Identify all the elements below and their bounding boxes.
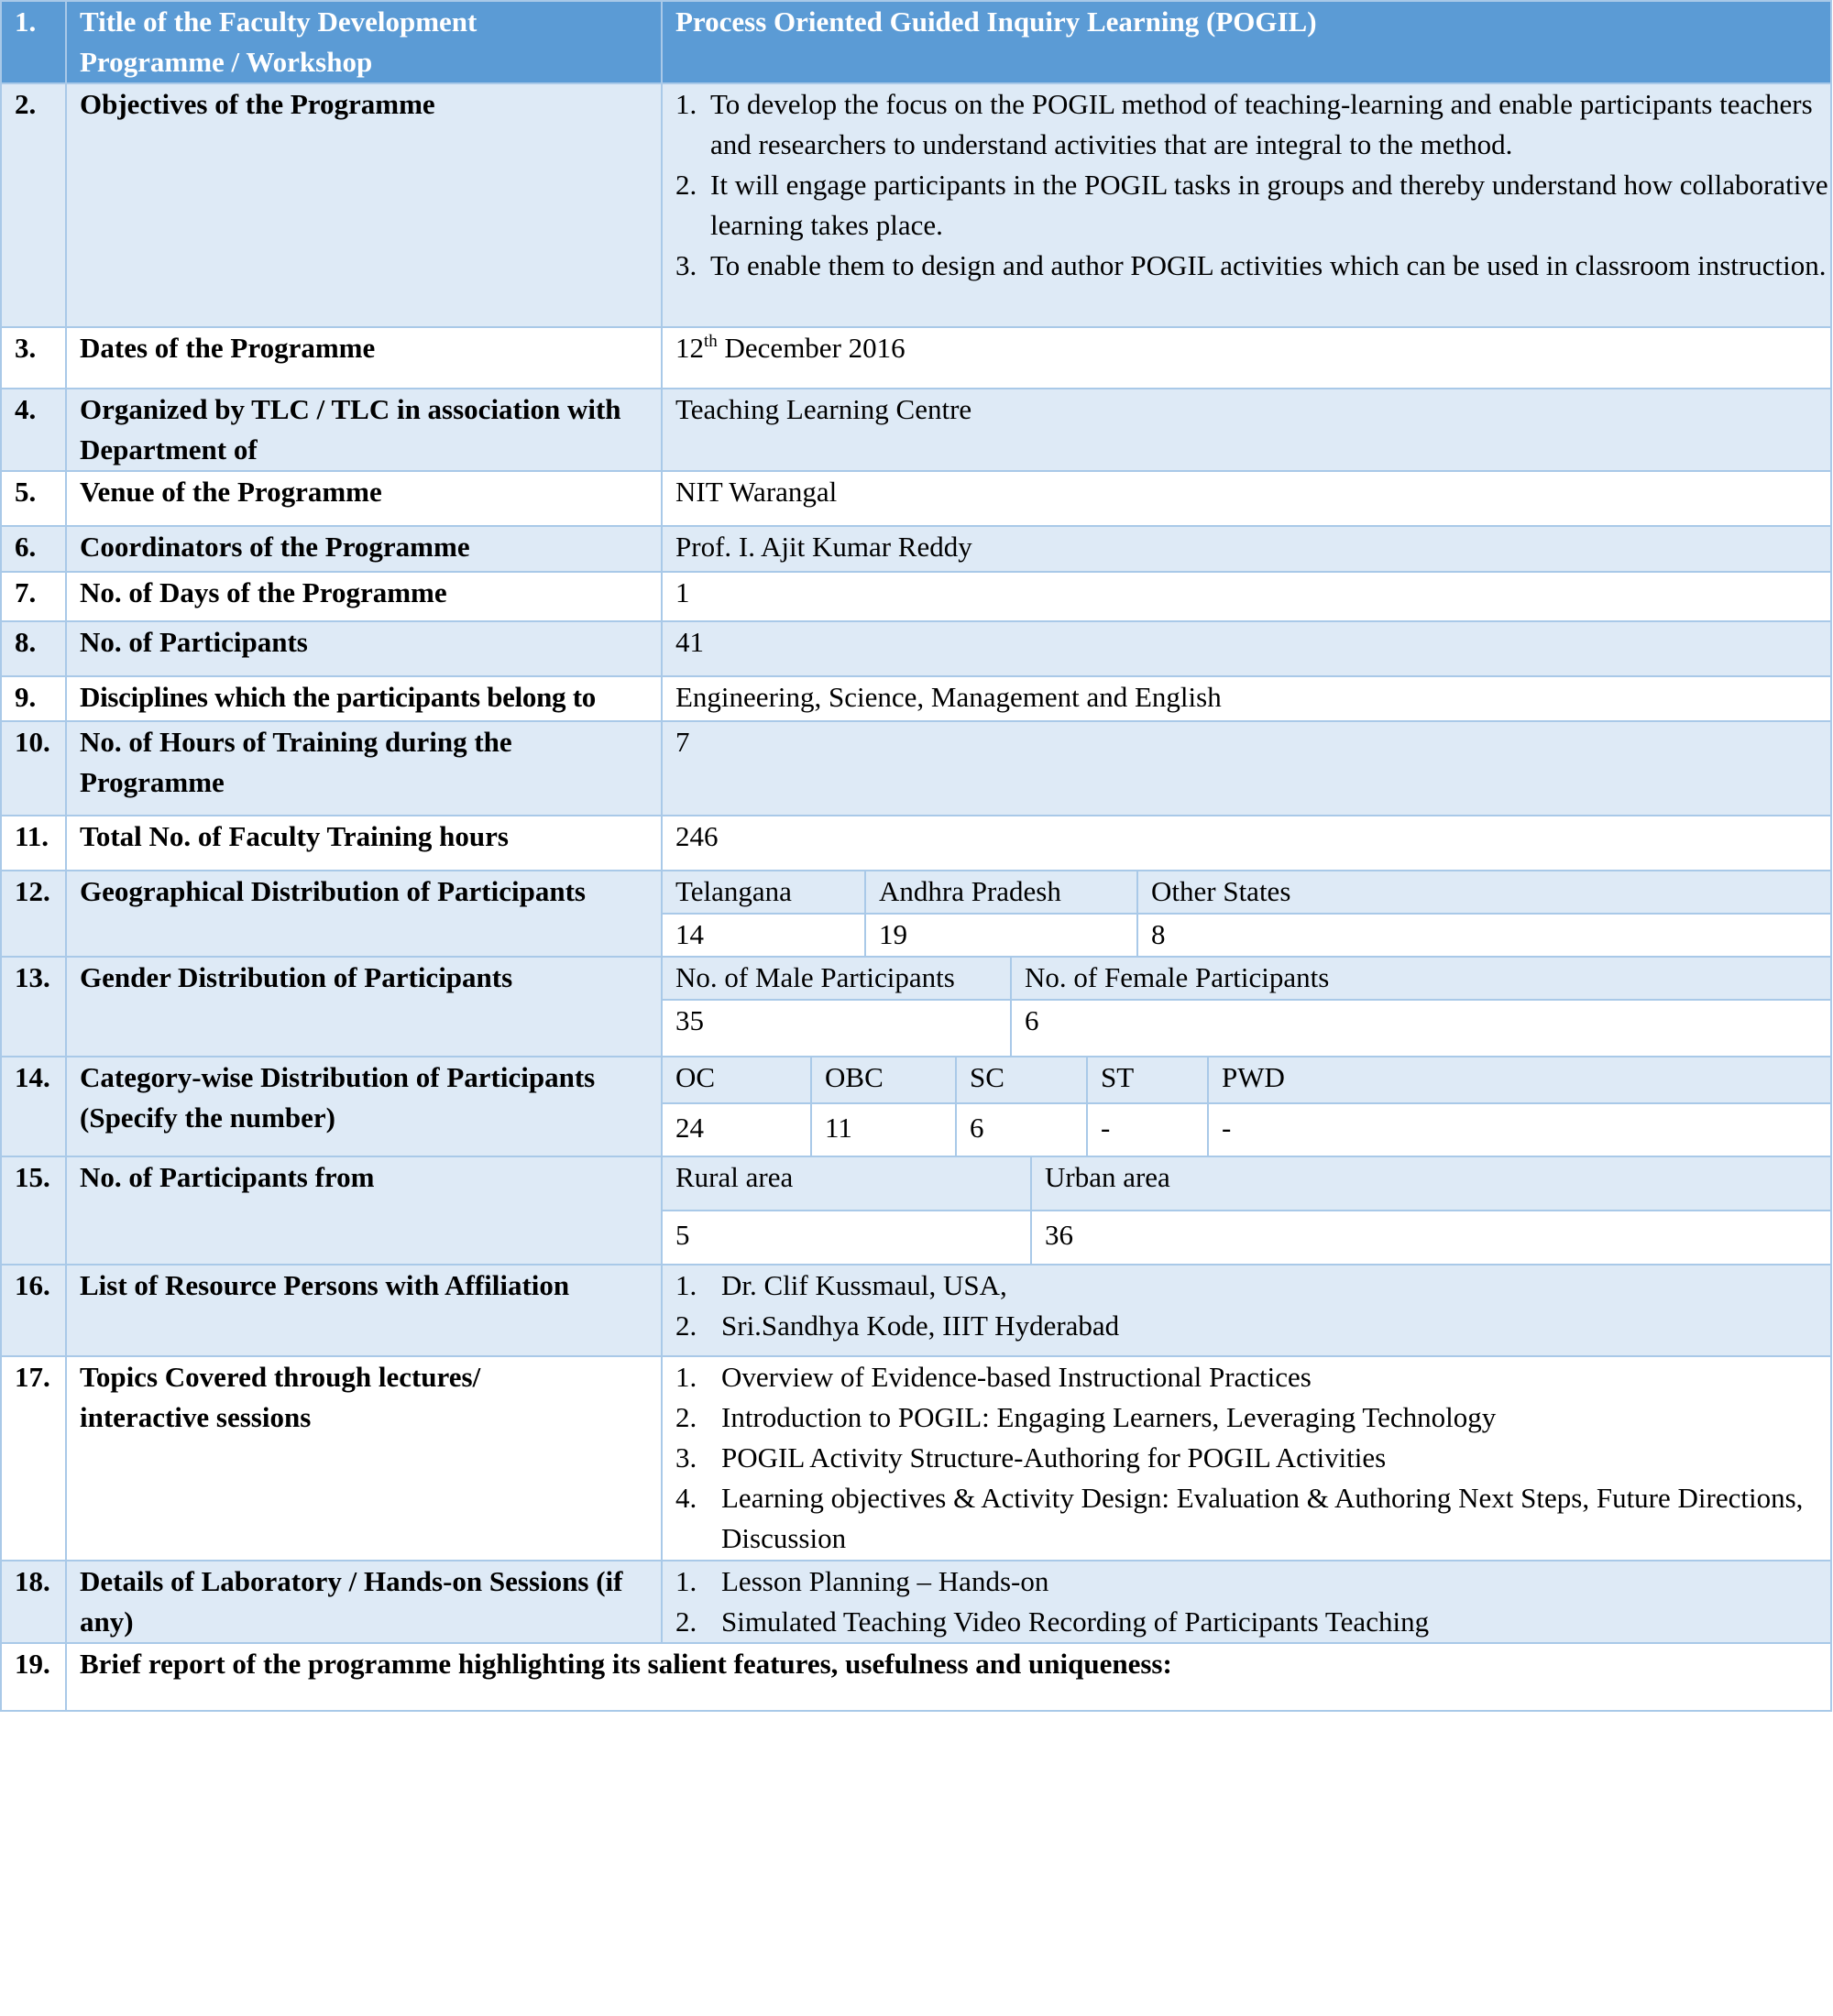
subtable-header: SC <box>956 1057 1087 1103</box>
date-month-year: December 2016 <box>717 332 906 364</box>
subtable-value: 24 <box>663 1103 811 1156</box>
objectives-list-cell <box>662 83 1831 327</box>
list-number: 3. <box>675 1441 697 1474</box>
table-row-dates <box>1 327 1831 389</box>
row-value: Prof. I. Ajit Kumar Reddy <box>662 526 1831 572</box>
table-row-resource-persons <box>1 1265 1831 1356</box>
row-number: 5. <box>1 471 66 526</box>
list-item <box>675 1561 1830 1602</box>
list-item <box>675 1357 1830 1397</box>
table-row-laboratory <box>1 1561 1831 1643</box>
subtable-header: Urban area <box>1031 1157 1830 1211</box>
subtable-header: No. of Male Participants <box>663 958 1011 1000</box>
row-label: No. of Participants <box>66 621 662 676</box>
row-label: Category-wise Distribution of Participants (Specify the number) <box>66 1057 662 1156</box>
subtable-value: 11 <box>811 1103 956 1156</box>
subtable-value: - <box>1087 1103 1208 1156</box>
row-label: No. of Participants from <box>66 1156 662 1265</box>
brief-report-heading: Brief report of the programme highlighting its salient features, usefulness and uniqueness: <box>66 1643 1831 1711</box>
row-label: Coordinators of the Programme <box>66 526 662 572</box>
list-item <box>675 165 1830 246</box>
table-row-gender <box>1 957 1831 1057</box>
row-number: 14. <box>1 1057 66 1156</box>
subtable-header: OBC <box>811 1057 956 1103</box>
row-label: Details of Laboratory / Hands-on Sessions (if any) <box>66 1561 662 1643</box>
row-label: Objectives of the Programme <box>66 83 662 327</box>
row-number: 2. <box>1 83 66 327</box>
table-row-disciplines <box>1 676 1831 721</box>
row-label: Venue of the Programme <box>66 471 662 526</box>
subtable-header: Andhra Pradesh <box>865 871 1137 914</box>
programme-title: Process Oriented Guided Inquiry Learning (POGIL) <box>662 1 1831 83</box>
list-text: Learning objectives & Activity Design: Evaluation & Authoring Next Steps, Future Directions, Discussion <box>721 1482 1804 1554</box>
row-value: Teaching Learning Centre <box>662 389 1831 471</box>
subtable-value: - <box>1208 1103 1830 1156</box>
table-row-topics <box>1 1356 1831 1561</box>
list-number: 2. <box>675 1309 697 1342</box>
subtable-header: PWD <box>1208 1057 1830 1103</box>
geography-subtable-cell <box>662 871 1831 957</box>
row-label: Geographical Distribution of Participants <box>66 871 662 957</box>
row-number: 17. <box>1 1356 66 1561</box>
table-row-title <box>1 1 1831 83</box>
list-item <box>675 1438 1830 1478</box>
subtable-value: 19 <box>865 914 1137 956</box>
subtable-header: No. of Female Participants <box>1011 958 1830 1000</box>
row-number: 19. <box>1 1643 66 1711</box>
row-label: Disciplines which the participants belong to <box>66 676 662 721</box>
topics-list <box>675 1357 1830 1559</box>
row-number: 10. <box>1 721 66 816</box>
row-value: Engineering, Science, Management and English <box>662 676 1831 721</box>
row-label: List of Resource Persons with Affiliation <box>66 1265 662 1356</box>
objectives-list <box>675 84 1830 286</box>
subtable-header: OC <box>663 1057 811 1103</box>
list-text: Dr. Clif Kussmaul, USA, <box>721 1269 1007 1301</box>
label-line-1: Title of the Faculty Development <box>80 5 477 38</box>
row-value: 7 <box>662 721 1831 816</box>
table-row-coordinators <box>1 526 1831 572</box>
table-row-days <box>1 572 1831 621</box>
category-subtable-cell <box>662 1057 1831 1156</box>
row-number: 16. <box>1 1265 66 1356</box>
list-item <box>675 1478 1830 1559</box>
row-number: 12. <box>1 871 66 957</box>
list-number: 1. <box>675 1269 697 1301</box>
subtable-header: Rural area <box>663 1157 1031 1211</box>
row-number: 18. <box>1 1561 66 1643</box>
list-number: 2. <box>675 169 697 201</box>
row-label: No. of Hours of Training during the Programme <box>66 721 662 816</box>
row-value: NIT Warangal <box>662 471 1831 526</box>
list-text: Simulated Teaching Video Recording of Participants Teaching <box>721 1605 1430 1638</box>
row-number: 6. <box>1 526 66 572</box>
table-row-venue <box>1 471 1831 526</box>
list-text: To enable them to design and author POGIL activities which can be used in classroom instruction. <box>710 249 1827 281</box>
programme-date <box>662 327 1831 389</box>
subtable-value-row <box>663 914 1830 956</box>
row-number: 15. <box>1 1156 66 1265</box>
row-label: No. of Days of the Programme <box>66 572 662 621</box>
table-row-organizer <box>1 389 1831 471</box>
list-number: 1. <box>675 88 697 120</box>
row-number: 3. <box>1 327 66 389</box>
subtable-value: 6 <box>956 1103 1087 1156</box>
table-row-brief-report <box>1 1643 1831 1711</box>
table-row-hours <box>1 721 1831 816</box>
table-row-objectives <box>1 83 1831 327</box>
laboratory-cell <box>662 1561 1831 1643</box>
laboratory-list <box>675 1561 1830 1642</box>
date-day: 12 <box>675 332 704 364</box>
subtable-header-row <box>663 1157 1830 1211</box>
subtable-header: Other States <box>1137 871 1830 914</box>
list-item <box>675 1306 1830 1346</box>
subtable-header: Telangana <box>663 871 865 914</box>
list-text: To develop the focus on the POGIL method of teaching-learning and enable participants teachers and researchers to understand activities that are integral to the method. <box>710 88 1813 160</box>
list-text: It will engage participants in the POGIL tasks in groups and thereby understand how collaborative learning takes place. <box>710 169 1828 241</box>
label-line-2: Programme / Workshop <box>80 46 373 78</box>
subtable-header: ST <box>1087 1057 1208 1103</box>
list-number: 1. <box>675 1361 697 1393</box>
subtable-value: 8 <box>1137 914 1830 956</box>
row-label: Total No. of Faculty Training hours <box>66 816 662 871</box>
row-number: 13. <box>1 957 66 1057</box>
subtable-value: 6 <box>1011 1000 1830 1056</box>
resource-persons-cell <box>662 1265 1831 1356</box>
list-item <box>675 1397 1830 1438</box>
list-item <box>675 84 1830 165</box>
table-row-area <box>1 1156 1831 1265</box>
subtable-value: 36 <box>1031 1211 1830 1264</box>
resource-persons-list <box>675 1265 1830 1346</box>
list-item <box>675 1602 1830 1642</box>
row-number: 7. <box>1 572 66 621</box>
row-label: Organized by TLC / TLC in association with Department of <box>66 389 662 471</box>
list-item <box>675 1265 1830 1306</box>
category-subtable <box>663 1057 1830 1156</box>
list-number: 1. <box>675 1565 697 1597</box>
list-text: Lesson Planning – Hands-on <box>721 1565 1049 1597</box>
row-label <box>66 1 662 83</box>
subtable-value-row <box>663 1211 1830 1264</box>
row-number: 4. <box>1 389 66 471</box>
table-row-category <box>1 1057 1831 1156</box>
row-label: Gender Distribution of Participants <box>66 957 662 1057</box>
subtable-value-row <box>663 1103 1830 1156</box>
list-number: 4. <box>675 1482 697 1514</box>
row-number: 1. <box>1 1 66 83</box>
subtable-value: 35 <box>663 1000 1011 1056</box>
table-row-total-hours <box>1 816 1831 871</box>
subtable-value: 5 <box>663 1211 1031 1264</box>
row-label: Topics Covered through lectures/ interactive sessions <box>66 1356 662 1561</box>
list-text: Introduction to POGIL: Engaging Learners, Leveraging Technology <box>721 1401 1497 1433</box>
row-number: 8. <box>1 621 66 676</box>
gender-subtable-cell <box>662 957 1831 1057</box>
row-number: 11. <box>1 816 66 871</box>
list-text: Sri.Sandhya Kode, IIIT Hyderabad <box>721 1309 1120 1342</box>
row-label: Dates of the Programme <box>66 327 662 389</box>
table-row-geography <box>1 871 1831 957</box>
topics-cell <box>662 1356 1831 1561</box>
list-item <box>675 246 1830 286</box>
subtable-header-row <box>663 871 1830 914</box>
geography-subtable <box>663 871 1830 956</box>
area-subtable <box>663 1157 1830 1264</box>
row-value: 246 <box>662 816 1831 871</box>
subtable-value: 14 <box>663 914 865 956</box>
gender-subtable <box>663 958 1830 1056</box>
subtable-header-row <box>663 958 1830 1000</box>
subtable-value-row <box>663 1000 1830 1056</box>
list-number: 2. <box>675 1605 697 1638</box>
row-number: 9. <box>1 676 66 721</box>
list-number: 2. <box>675 1401 697 1433</box>
list-text: POGIL Activity Structure-Authoring for POGIL Activities <box>721 1441 1387 1474</box>
date-suffix: th <box>704 332 718 351</box>
list-number: 3. <box>675 249 697 281</box>
row-value: 1 <box>662 572 1831 621</box>
list-text: Overview of Evidence-based Instructional Practices <box>721 1361 1312 1393</box>
area-subtable-cell <box>662 1156 1831 1265</box>
table-row-participants <box>1 621 1831 676</box>
row-value: 41 <box>662 621 1831 676</box>
subtable-header-row <box>663 1057 1830 1103</box>
